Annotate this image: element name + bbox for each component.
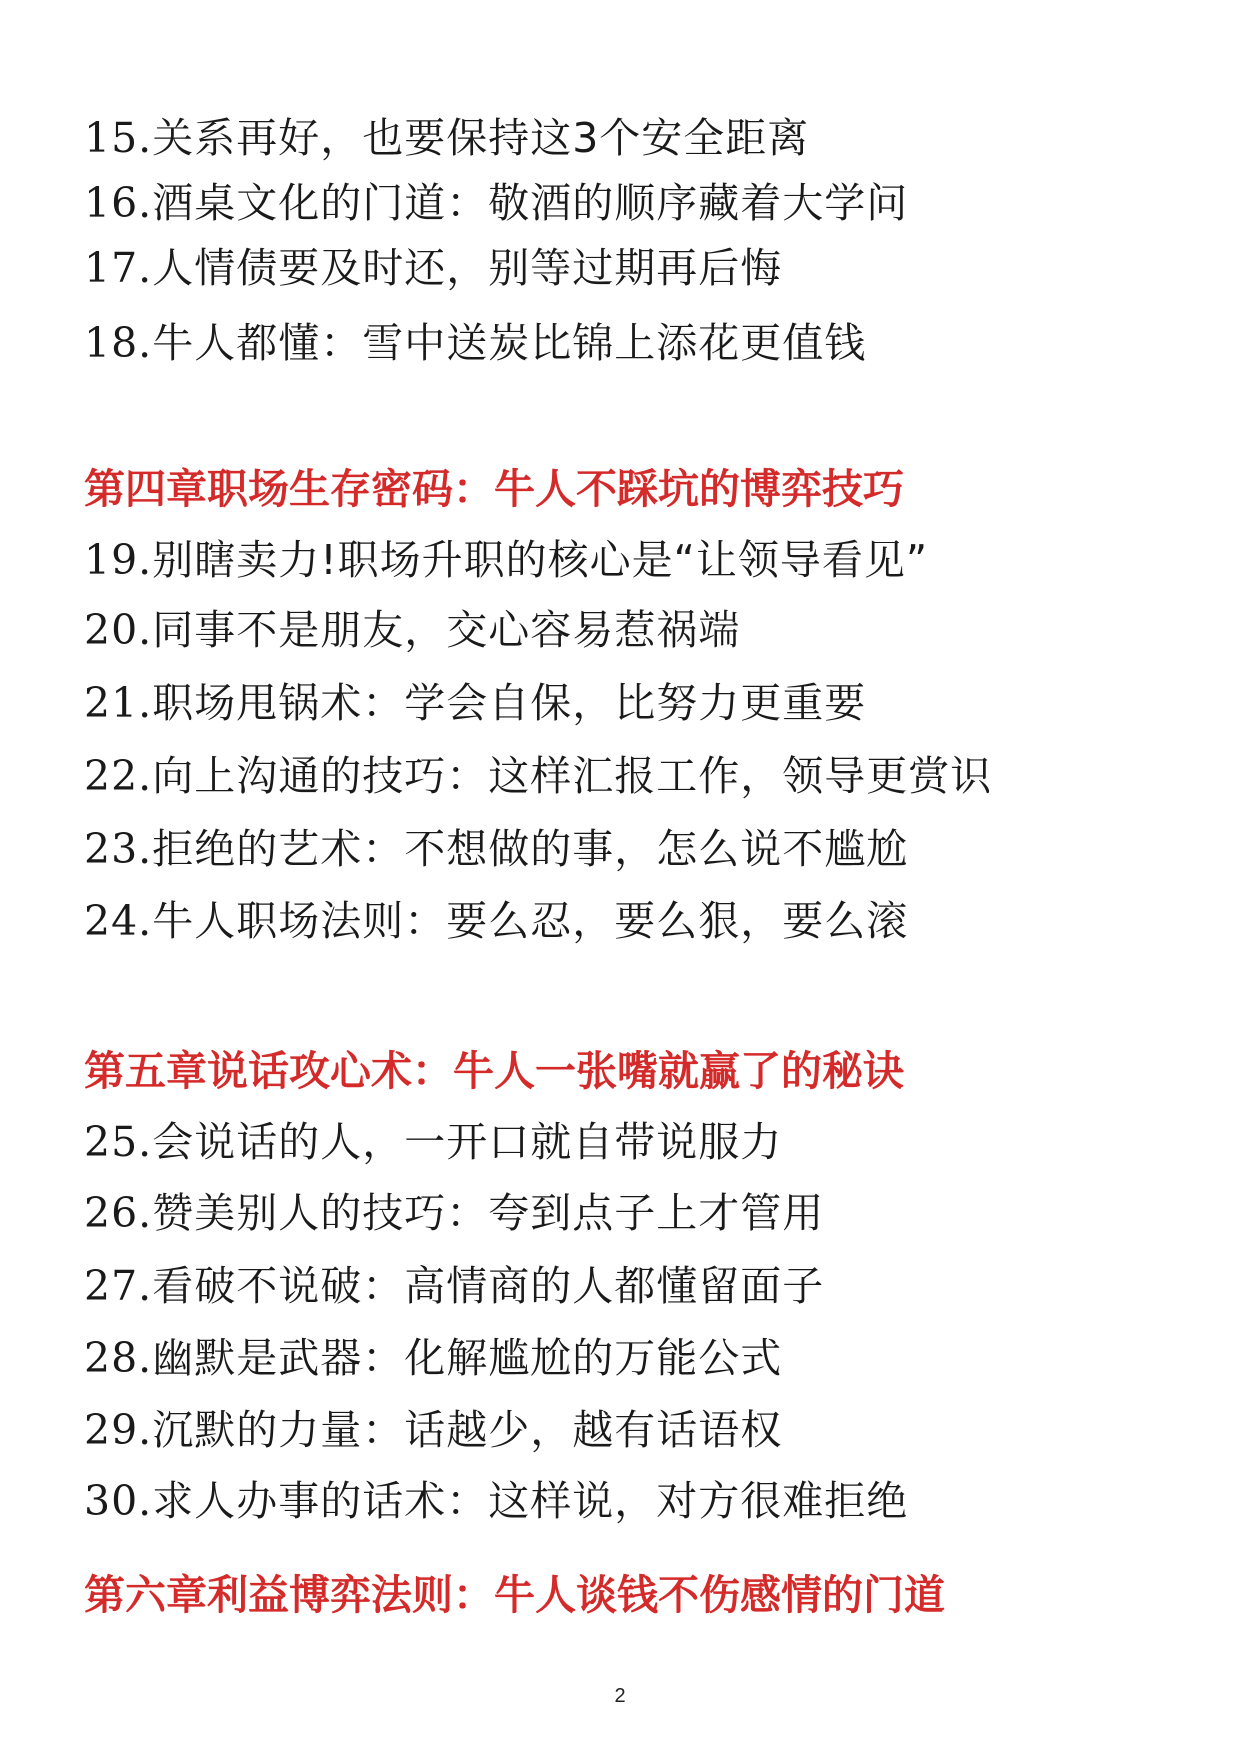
list-item xyxy=(84,605,740,655)
item-text: 职场甩锅术：学会自保，比努力更重要 xyxy=(152,679,867,727)
item-number: 25. xyxy=(84,1118,153,1166)
item-number: 16. xyxy=(84,179,153,227)
item-number: 21. xyxy=(84,679,153,727)
list-item xyxy=(84,1188,824,1238)
item-number: 18. xyxy=(84,319,153,367)
item-text: 拒绝的艺术：不想做的事，怎么说不尴尬 xyxy=(152,825,909,873)
list-item xyxy=(84,178,908,228)
list-item xyxy=(84,1117,782,1167)
item-text: 赞美别人的技巧：夸到点子上才管用 xyxy=(152,1189,825,1237)
item-number: 19. xyxy=(84,536,153,584)
item-text: 牛人都懂：雪中送炭比锦上添花更值钱 xyxy=(152,319,867,367)
item-number: 22. xyxy=(84,752,153,800)
item-number: 17. xyxy=(84,244,153,292)
item-number: 27. xyxy=(84,1262,153,1310)
list-item xyxy=(84,535,928,585)
list-item xyxy=(84,1476,908,1526)
list-item xyxy=(84,113,809,163)
item-number: 23. xyxy=(84,825,153,873)
chapter-heading: 第六章利益博弈法则：牛人谈钱不伤感情的门道 xyxy=(84,1571,945,1619)
list-item xyxy=(84,896,908,946)
item-text: 同事不是朋友，交心容易惹祸端 xyxy=(152,606,741,654)
item-number: 30. xyxy=(84,1477,153,1525)
list-item xyxy=(84,1261,824,1311)
list-item xyxy=(84,243,782,293)
chapter-heading: 第四章职场生存密码：牛人不踩坑的博弈技巧 xyxy=(84,465,904,513)
page-number: 2 xyxy=(614,1685,626,1707)
item-number: 29. xyxy=(84,1406,153,1454)
list-item xyxy=(84,1333,782,1383)
item-text: 牛人职场法则：要么忍，要么狠，要么滚 xyxy=(152,897,909,945)
item-text: 酒桌文化的门道：敬酒的顺序藏着大学问 xyxy=(152,179,909,227)
list-item xyxy=(84,751,992,801)
item-text: 沉默的力量：话越少，越有话语权 xyxy=(152,1406,783,1454)
item-number: 20. xyxy=(84,606,153,654)
list-item xyxy=(84,1405,782,1455)
item-text: 看破不说破：高情商的人都懂留面子 xyxy=(152,1262,825,1310)
item-text: 幽默是武器：化解尴尬的万能公式 xyxy=(152,1334,783,1382)
item-number: 15. xyxy=(84,114,153,162)
item-text: 别瞎卖力!职场升职的核心是“让领导看见” xyxy=(152,536,929,584)
item-number: 24. xyxy=(84,897,153,945)
item-text: 关系再好，也要保持这3个安全距离 xyxy=(152,114,810,162)
chapter-heading: 第五章说话攻心术：牛人一张嘴就赢了的秘诀 xyxy=(84,1047,904,1095)
list-item xyxy=(84,318,866,368)
list-item xyxy=(84,678,866,728)
item-number: 26. xyxy=(84,1189,153,1237)
item-text: 求人办事的话术：这样说，对方很难拒绝 xyxy=(152,1477,909,1525)
item-text: 人情债要及时还，别等过期再后悔 xyxy=(152,244,783,292)
list-item xyxy=(84,824,908,874)
item-text: 向上沟通的技巧：这样汇报工作，领导更赏识 xyxy=(152,752,993,800)
item-number: 28. xyxy=(84,1334,153,1382)
item-text: 会说话的人，一开口就自带说服力 xyxy=(152,1118,783,1166)
